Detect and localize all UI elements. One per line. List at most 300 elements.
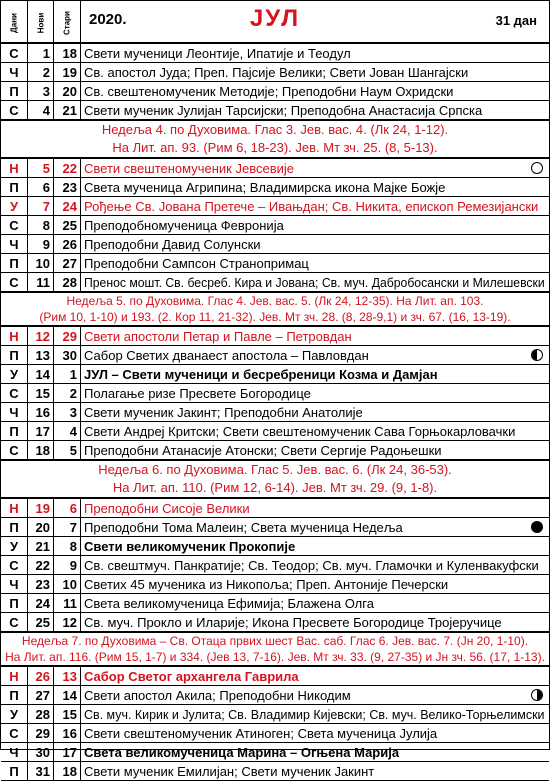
new-date-cell xyxy=(28,384,54,402)
feast-text: Сабор Светих дванаест апостола – Павловдан xyxy=(84,347,369,363)
old-date-cell xyxy=(54,518,81,536)
weekday-cell xyxy=(1,44,28,62)
old-date-cell-text: 21 xyxy=(62,102,77,118)
old-date-cell xyxy=(54,667,81,685)
day-row xyxy=(1,216,549,235)
new-date-cell xyxy=(28,327,54,345)
new-date-cell-text: 4 xyxy=(42,102,50,118)
day-row xyxy=(1,273,549,292)
weekday-cell-text: С xyxy=(9,274,19,290)
weekday-cell xyxy=(1,762,28,780)
weekday-cell xyxy=(1,346,28,364)
new-date-cell-text: 11 xyxy=(36,274,50,290)
weekday-cell xyxy=(1,743,28,761)
day-row xyxy=(1,441,549,460)
new-date-cell xyxy=(28,594,54,612)
weekday-cell xyxy=(1,441,28,459)
old-date-cell-text: 22 xyxy=(62,160,77,176)
weekday-cell-text: Н xyxy=(9,328,19,344)
weekday-cell xyxy=(1,686,28,704)
old-date-cell-text: 9 xyxy=(69,557,77,573)
feast-text: Свети мученик Јакинт; Преподобни Анатолије xyxy=(84,404,363,420)
old-date-cell xyxy=(54,556,81,574)
new-date-cell-text: 29 xyxy=(35,725,50,741)
old-date-cell xyxy=(54,594,81,612)
new-date-cell xyxy=(28,346,54,364)
new-date-cell-text: 10 xyxy=(35,255,50,271)
day-row xyxy=(1,575,549,594)
weekday-cell-text: П xyxy=(9,763,19,779)
feast-cell xyxy=(84,384,545,402)
new-date-cell-text: 12 xyxy=(35,328,50,344)
day-row xyxy=(1,159,549,178)
new-date-cell xyxy=(28,235,54,253)
feast-text: Рођење Св. Јована Претече – Ивањдан; Св. Никита, епископ Ремезијански xyxy=(84,198,539,214)
calendar-header xyxy=(1,1,549,44)
weekday-cell xyxy=(1,365,28,383)
old-date-cell xyxy=(54,441,81,459)
new-date-cell-text: 22 xyxy=(35,557,50,573)
weekday-cell-text: У xyxy=(9,198,19,214)
reading-line: (Рим 10, 1-10) и 193. (2. Кор 11, 21-32). Јев. Мт зч. 28. (8, 28-9,1) и зч. 67. (16, 13-19). xyxy=(39,310,511,324)
old-date-cell-text: 27 xyxy=(62,255,77,271)
old-date-cell xyxy=(54,197,81,215)
weekday-cell-text: У xyxy=(9,538,19,554)
old-date-cell-text: 4 xyxy=(69,423,77,439)
old-date-cell-text: 12 xyxy=(62,614,77,630)
day-row xyxy=(1,327,549,346)
old-date-cell xyxy=(54,613,81,631)
weekday-cell xyxy=(1,178,28,196)
old-date-cell xyxy=(54,499,81,517)
new-date-cell-text: 28 xyxy=(35,706,50,722)
old-date-cell xyxy=(54,743,81,761)
day-row xyxy=(1,724,549,743)
weekday-cell-text: П xyxy=(9,595,19,611)
header-new-label: Нови xyxy=(36,12,45,33)
day-row xyxy=(1,63,549,82)
feast-cell xyxy=(84,403,545,421)
day-row xyxy=(1,197,549,216)
weekday-cell xyxy=(1,216,28,234)
new-date-cell xyxy=(28,441,54,459)
weekday-cell-text: П xyxy=(9,83,19,99)
header-days-label: Дани xyxy=(9,12,19,33)
day-row xyxy=(1,101,549,120)
new-date-cell-text: 20 xyxy=(35,519,50,535)
old-date-cell-text: 30 xyxy=(62,347,77,363)
feast-text: Света мученица Агрипина; Владимирска икона Мајке Божје xyxy=(84,179,446,195)
day-row xyxy=(1,235,549,254)
weekday-cell xyxy=(1,575,28,593)
reading-line: На Лит. ап. 116. (Рим 15, 1-7) и 334. (Јев 13, 7-16). Јев. Мт зч. 33. (9, 27-35) и Јн зч. 56. (17, 1-13). xyxy=(5,650,545,664)
weekday-cell xyxy=(1,724,28,742)
day-row xyxy=(1,518,549,537)
new-date-cell-text: 3 xyxy=(42,83,50,99)
feast-cell xyxy=(84,499,545,517)
new-date-cell-text: 25 xyxy=(35,614,50,630)
day-row xyxy=(1,346,549,365)
new-date-cell-text: 13 xyxy=(35,347,50,363)
weekday-cell-text: Н xyxy=(9,500,19,516)
old-date-cell xyxy=(54,422,81,440)
week-reading-block xyxy=(1,120,549,159)
feast-text: ЈУЛ – Свети мученици и бесребреници Козма и Дамјан xyxy=(84,366,438,382)
old-date-cell xyxy=(54,384,81,402)
weekday-cell xyxy=(1,422,28,440)
day-row xyxy=(1,762,549,781)
weekday-cell xyxy=(1,197,28,215)
old-date-cell xyxy=(54,365,81,383)
moon-phase-icon xyxy=(531,349,543,361)
old-date-cell-text: 7 xyxy=(69,519,77,535)
weekday-cell xyxy=(1,159,28,177)
old-date-cell xyxy=(54,705,81,723)
weekday-cell-text: Ч xyxy=(9,404,19,420)
new-date-cell-text: 31 xyxy=(35,763,50,779)
weekday-cell xyxy=(1,327,28,345)
feast-text: Св. муч. Прокло и Иларије; Икона Пресвете Богородице Тројеручице xyxy=(84,614,502,630)
header-old-column xyxy=(54,1,81,44)
weekday-cell-text: Ч xyxy=(9,744,19,760)
new-date-cell xyxy=(28,44,54,62)
weekday-cell-text: С xyxy=(9,102,19,118)
feast-text: Преподобни Сисоје Велики xyxy=(84,500,250,516)
old-date-cell-text: 26 xyxy=(62,236,77,252)
day-row xyxy=(1,705,549,724)
day-row xyxy=(1,556,549,575)
month-title: ЈУЛ xyxy=(249,5,301,32)
feast-cell xyxy=(84,724,545,742)
new-date-cell xyxy=(28,705,54,723)
feast-cell xyxy=(84,216,545,234)
feast-text: Свети апостол Акила; Преподобни Никодим xyxy=(84,687,351,703)
new-date-cell-text: 15 xyxy=(35,385,50,401)
old-date-cell-text: 3 xyxy=(69,404,77,420)
week-reading-block xyxy=(1,632,549,667)
feast-cell xyxy=(84,667,545,685)
new-date-cell-text: 17 xyxy=(35,423,50,439)
new-date-cell xyxy=(28,273,54,291)
feast-cell xyxy=(84,82,545,100)
old-date-cell-text: 15 xyxy=(62,706,77,722)
new-date-cell xyxy=(28,365,54,383)
feast-text: Преподобни Тома Малеин; Света мученица Недеља xyxy=(84,519,403,535)
weekday-cell xyxy=(1,403,28,421)
old-date-cell xyxy=(54,82,81,100)
calendar-body xyxy=(1,44,549,781)
feast-cell xyxy=(84,63,545,81)
feast-cell xyxy=(84,743,545,761)
weekday-cell xyxy=(1,254,28,272)
weekday-cell xyxy=(1,273,28,291)
weekday-cell-text: Ч xyxy=(9,236,19,252)
new-date-cell xyxy=(28,686,54,704)
moon-phase-icon xyxy=(531,521,543,533)
feast-cell xyxy=(84,556,545,574)
reading-line: Недеља 4. по Духовима. Глас 3. Јев. вас. 4. (Лк 24, 1-12). xyxy=(101,122,449,137)
weekday-cell-text: У xyxy=(9,366,19,382)
feast-cell xyxy=(84,422,545,440)
weekday-cell-text: С xyxy=(9,217,19,233)
old-date-cell xyxy=(54,178,81,196)
old-date-cell xyxy=(54,216,81,234)
new-date-cell xyxy=(28,63,54,81)
feast-text: Свети апостоли Петар и Павле – Петровдан xyxy=(84,328,352,344)
old-date-cell-text: 19 xyxy=(62,64,77,80)
weekday-cell-text: П xyxy=(9,179,19,195)
feast-text: Свети мученик Јулијан Тарсијски; Преподобна Анастасија Српска xyxy=(84,102,483,118)
old-date-cell xyxy=(54,686,81,704)
new-date-cell xyxy=(28,197,54,215)
old-date-cell-text: 10 xyxy=(62,576,77,592)
new-date-cell-text: 18 xyxy=(35,442,50,458)
feast-text: Св. муч. Кирик и Јулита; Св. Владимир Кијевски; Св. муч. Велико-Торњелимски xyxy=(84,706,545,722)
weekday-cell-text: С xyxy=(9,45,19,61)
new-date-cell-text: 21 xyxy=(35,538,50,554)
new-date-cell xyxy=(28,254,54,272)
weekday-cell xyxy=(1,384,28,402)
weekday-cell-text: С xyxy=(9,442,19,458)
feast-text: Св. свештеномученик Методије; Преподобни Наум Охридски xyxy=(84,83,454,99)
weekday-cell xyxy=(1,556,28,574)
feast-cell xyxy=(84,101,545,119)
new-date-cell xyxy=(28,556,54,574)
moon-phase-icon xyxy=(531,689,543,701)
weekday-cell xyxy=(1,537,28,555)
weekday-cell xyxy=(1,613,28,631)
week-reading-block xyxy=(1,292,549,327)
feast-cell xyxy=(84,686,545,704)
feast-cell xyxy=(84,537,545,555)
new-date-cell-text: 26 xyxy=(35,668,50,684)
old-date-cell-text: 1 xyxy=(69,366,77,382)
old-date-cell xyxy=(54,254,81,272)
feast-cell xyxy=(84,273,545,291)
new-date-cell-text: 23 xyxy=(35,576,50,592)
feast-text: Сабор Светог архангела Гаврила xyxy=(84,668,299,684)
old-date-cell xyxy=(54,273,81,291)
old-date-cell xyxy=(54,575,81,593)
new-date-cell xyxy=(28,82,54,100)
weekday-cell xyxy=(1,235,28,253)
old-date-cell xyxy=(54,403,81,421)
header-old-label: Стари xyxy=(62,10,72,35)
weekday-cell xyxy=(1,499,28,517)
old-date-cell-text: 13 xyxy=(62,668,77,684)
weekday-cell xyxy=(1,705,28,723)
days-count: 31 дан xyxy=(495,13,537,28)
old-date-cell xyxy=(54,101,81,119)
feast-text: Светих 45 мученика из Никопоља; Преп. Антоније Печерски xyxy=(84,576,449,592)
weekday-cell-text: Ч xyxy=(9,576,19,592)
feast-cell xyxy=(84,346,545,364)
old-date-cell xyxy=(54,537,81,555)
day-row xyxy=(1,44,549,63)
old-date-cell-text: 17 xyxy=(62,744,77,760)
old-date-cell-text: 25 xyxy=(62,217,77,233)
feast-text: Преподобни Сампсон Странопримац xyxy=(84,255,309,271)
new-date-cell xyxy=(28,743,54,761)
feast-cell xyxy=(84,594,545,612)
day-row xyxy=(1,499,549,518)
weekday-cell-text: С xyxy=(9,614,19,630)
new-date-cell-text: 30 xyxy=(35,744,50,760)
old-date-cell-text: 18 xyxy=(62,763,77,779)
feast-cell xyxy=(84,518,545,536)
weekday-cell-text: С xyxy=(9,385,19,401)
new-date-cell-text: 2 xyxy=(42,64,50,80)
new-date-cell-text: 6 xyxy=(42,179,50,195)
weekday-cell-text: П xyxy=(9,255,19,271)
old-date-cell xyxy=(54,346,81,364)
new-date-cell xyxy=(28,403,54,421)
day-row xyxy=(1,254,549,273)
old-date-cell-text: 28 xyxy=(62,274,77,290)
weekday-cell-text: С xyxy=(9,725,19,741)
moon-phase-icon xyxy=(531,162,543,174)
feast-text: Пренос мошт. Св. бесреб. Кира и Јована; Св. муч. Дабробосански и Милешевски xyxy=(84,274,545,290)
feast-cell xyxy=(84,254,545,272)
feast-cell xyxy=(84,159,545,177)
new-date-cell-text: 5 xyxy=(42,160,50,176)
new-date-cell xyxy=(28,613,54,631)
day-row xyxy=(1,178,549,197)
new-date-cell xyxy=(28,159,54,177)
feast-cell xyxy=(84,365,545,383)
new-date-cell xyxy=(28,518,54,536)
new-date-cell xyxy=(28,575,54,593)
new-date-cell xyxy=(28,216,54,234)
reading-line: Недеља 6. по Духовима. Глас 5. Јев. вас. 6. (Лк 24, 36-53). xyxy=(98,462,452,477)
weekday-cell-text: Н xyxy=(9,160,19,176)
feast-text: Преподобни Давид Солунски xyxy=(84,236,261,252)
day-row xyxy=(1,613,549,632)
new-date-cell xyxy=(28,667,54,685)
year-label: 2020. xyxy=(89,11,127,28)
old-date-cell-text: 29 xyxy=(62,328,77,344)
feast-cell xyxy=(84,44,545,62)
new-date-cell-text: 8 xyxy=(42,217,50,233)
old-date-cell-text: 20 xyxy=(62,83,77,99)
weekday-cell-text: П xyxy=(9,423,19,439)
feast-text: Св. апостол Јуда; Преп. Пајсије Велики; Свети Јован Шангајски xyxy=(84,64,469,80)
new-date-cell xyxy=(28,724,54,742)
new-date-cell-text: 1 xyxy=(42,45,50,61)
feast-text: Свети свештеномученик Јевсевије xyxy=(84,160,294,176)
reading-line: На Лит. ап. 110. (Рим 12, 6-14). Јев. Мт зч. 29. (9, 1-8). xyxy=(112,480,438,495)
old-date-cell-text: 2 xyxy=(69,385,77,401)
day-row xyxy=(1,422,549,441)
day-row xyxy=(1,365,549,384)
old-date-cell-text: 5 xyxy=(69,442,77,458)
feast-text: Свети Андреј Критски; Свети свештеномученик Сава Горњокарловачки xyxy=(84,423,516,439)
old-date-cell-text: 14 xyxy=(62,687,77,703)
day-row xyxy=(1,384,549,403)
weekday-cell xyxy=(1,518,28,536)
feast-cell xyxy=(84,178,545,196)
weekday-cell-text: С xyxy=(9,557,19,573)
old-date-cell-text: 24 xyxy=(62,198,77,214)
new-date-cell xyxy=(28,101,54,119)
feast-text: Преподобномученица Февронија xyxy=(84,217,284,233)
weekday-cell-text: Ч xyxy=(9,64,19,80)
new-date-cell-text: 7 xyxy=(42,198,50,214)
new-date-cell xyxy=(28,422,54,440)
feast-cell xyxy=(84,197,545,215)
feast-text: Св. свештмуч. Панкратије; Св. Теодор; Св. муч. Гламочки и Куленвакуфски xyxy=(84,557,539,573)
feast-text: Света великомученица Марина – Огњена Марија xyxy=(84,744,400,760)
new-date-cell xyxy=(28,537,54,555)
header-new-column xyxy=(28,1,54,44)
feast-cell xyxy=(84,327,545,345)
feast-text: Свети свештеномученик Атиноген; Света мученица Јулија xyxy=(84,725,438,741)
old-date-cell-text: 18 xyxy=(62,45,77,61)
weekday-cell xyxy=(1,63,28,81)
header-days-column xyxy=(1,1,28,44)
old-date-cell xyxy=(54,327,81,345)
weekday-cell xyxy=(1,101,28,119)
feast-cell xyxy=(84,705,545,723)
weekday-cell-text: Н xyxy=(9,668,19,684)
old-date-cell xyxy=(54,724,81,742)
weekday-cell-text: П xyxy=(9,687,19,703)
feast-cell xyxy=(84,575,545,593)
old-date-cell xyxy=(54,762,81,780)
day-row xyxy=(1,743,549,762)
feast-text: Преподобни Атанасије Атонски; Свети Сергије Радоњешки xyxy=(84,442,442,458)
new-date-cell xyxy=(28,499,54,517)
old-date-cell-text: 6 xyxy=(69,500,77,516)
new-date-cell-text: 27 xyxy=(35,687,50,703)
reading-line: На Лит. ап. 93. (Рим 6, 18-23). Јев. Мт зч. 25. (8, 5-13). xyxy=(112,140,438,155)
feast-text: Света великомученица Ефимија; Блажена Олга xyxy=(84,595,374,611)
old-date-cell xyxy=(54,159,81,177)
feast-text: Полагање ризе Пресвете Богородице xyxy=(84,385,311,401)
feast-text: Свети великомученик Прокопије xyxy=(84,538,296,554)
new-date-cell-text: 19 xyxy=(35,500,50,516)
new-date-cell-text: 14 xyxy=(35,366,50,382)
weekday-cell-text: П xyxy=(9,519,19,535)
weekday-cell-text: П xyxy=(9,347,19,363)
day-row xyxy=(1,537,549,556)
new-date-cell xyxy=(28,178,54,196)
weekday-cell xyxy=(1,82,28,100)
feast-cell xyxy=(84,613,545,631)
feast-text: Свети мученик Емилијан; Свети мученик Јакинт xyxy=(84,763,375,779)
day-row xyxy=(1,403,549,422)
weekday-cell xyxy=(1,594,28,612)
old-date-cell-text: 16 xyxy=(62,725,77,741)
new-date-cell xyxy=(28,762,54,780)
old-date-cell-text: 11 xyxy=(63,595,77,611)
old-date-cell-text: 8 xyxy=(69,538,77,554)
day-row xyxy=(1,82,549,101)
day-row xyxy=(1,686,549,705)
feast-cell xyxy=(84,441,545,459)
old-date-cell xyxy=(54,235,81,253)
week-reading-block xyxy=(1,460,549,499)
weekday-cell xyxy=(1,667,28,685)
old-date-cell xyxy=(54,63,81,81)
feast-text: Свети мученици Леонтије, Ипатије и Теодул xyxy=(84,45,351,61)
day-row xyxy=(1,594,549,613)
new-date-cell-text: 16 xyxy=(35,404,50,420)
weekday-cell-text: У xyxy=(9,706,19,722)
new-date-cell-text: 24 xyxy=(35,595,50,611)
feast-cell xyxy=(84,235,545,253)
new-date-cell-text: 9 xyxy=(42,236,50,252)
